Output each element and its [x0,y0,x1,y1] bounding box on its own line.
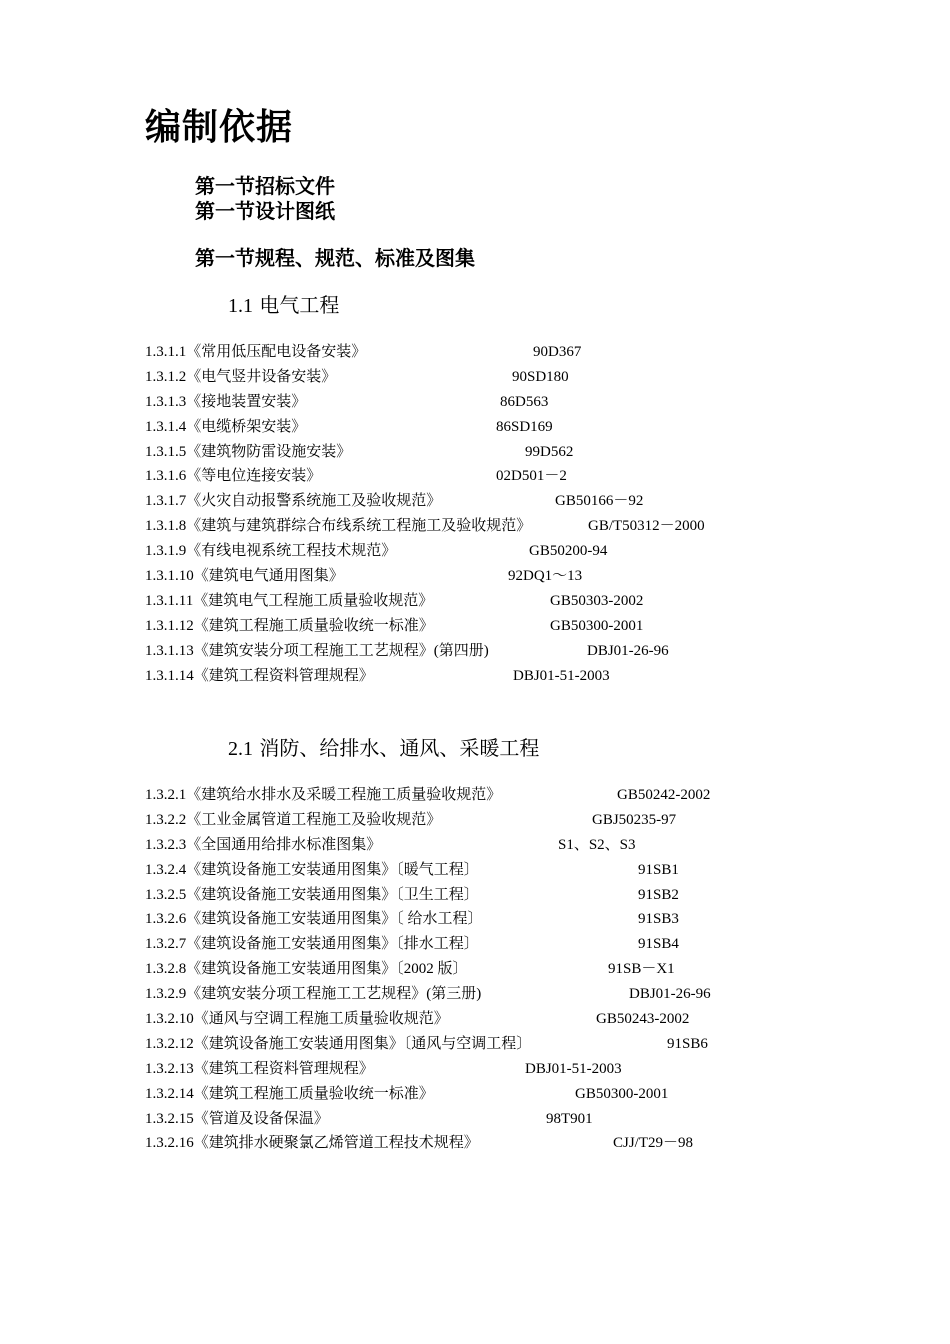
item-code: 91SB1 [638,861,679,878]
item-code: S1、S2、S3 [558,836,636,853]
item-code: GB/T50312－2000 [588,518,705,535]
list-item [145,1057,845,1082]
plumbing-heading-number: 2.1 [228,738,253,760]
item-code: 86SD169 [496,418,553,435]
item-code: 91SB2 [638,886,679,903]
list-item [145,808,845,833]
item-code: GB50300-2001 [575,1085,669,1102]
list-item [145,539,845,564]
list-item [145,907,845,932]
list-item [145,464,845,489]
electrical-heading [228,292,339,319]
item-label: 1.3.1.5《建筑物防雷设施安装》 [145,443,352,460]
electrical-standards-list [145,340,845,688]
list-item [145,664,845,689]
item-code: GB50200-94 [529,543,608,560]
list-item [145,440,845,465]
item-code: 91SB－X1 [608,961,675,978]
item-code: 98T901 [546,1110,593,1127]
item-label: 1.3.1.9《有线电视系统工程技术规范》 [145,543,397,560]
item-code: GB50300-2001 [550,617,644,634]
item-code: 91SB6 [667,1035,708,1052]
item-code: GB50166－92 [555,493,644,510]
section-heading-standards: 第一节规程、规范、标准及图集 [195,246,475,270]
list-item [145,1082,845,1107]
list-item [145,957,845,982]
item-label: 1.3.1.14《建筑工程资料管理规程》 [145,667,374,684]
list-item [145,390,845,415]
plumbing-heading-text: 消防、给排水、通风、采暖工程 [259,736,540,760]
item-label: 1.3.2.10《通风与空调工程施工质量验收规范》 [145,1011,449,1028]
item-label: 1.3.1.1《常用低压配电设备安装》 [145,344,367,360]
item-code: GB50303-2002 [550,592,644,609]
item-code: 86D563 [500,393,549,410]
item-label: 1.3.2.8《建筑设备施工安装通用图集》〔2002 版〕 [145,961,468,978]
item-code: 91SB4 [638,936,679,953]
item-label: 1.3.2.14《建筑工程施工质量验收统一标准》 [145,1085,434,1102]
item-label: 1.3.1.6《等电位连接安装》 [145,468,322,485]
item-code: GBJ50235-97 [592,811,677,828]
list-item [145,415,845,440]
item-code: GB50243-2002 [596,1011,690,1028]
item-code: DBJ01-51-2003 [513,667,610,684]
item-label: 1.3.1.12《建筑工程施工质量验收统一标准》 [145,617,434,634]
list-item [145,489,845,514]
list-item [145,589,845,614]
item-code: DBJ01-51-2003 [525,1060,622,1077]
item-code: 92DQ1～13 [508,568,583,585]
item-code: GB50242-2002 [617,787,711,803]
item-label: 1.3.2.4《建筑设备施工安装通用图集》〔暖气工程〕 [145,861,479,878]
list-item [145,932,845,957]
list-item [145,564,845,589]
item-label: 1.3.2.15《管道及设备保温》 [145,1110,329,1127]
item-code: 91SB3 [638,911,679,928]
item-label: 1.3.1.13《建筑安装分项工程施工工艺规程》(第四册) [145,642,489,659]
item-label: 1.3.1.11《建筑电气工程施工质量验收规范》 [145,592,434,609]
item-label: 1.3.2.6《建筑设备施工安装通用图集》〔 给水工程〕 [145,911,483,928]
list-item [145,1107,845,1132]
item-code: 99D562 [525,443,574,460]
list-item [145,833,845,858]
document-title: 编制依据 [145,107,294,148]
list-item [145,858,845,883]
list-item [145,1032,845,1057]
item-label: 1.3.2.5《建筑设备施工安装通用图集》〔卫生工程〕 [145,886,479,903]
plumbing-heading [228,735,539,762]
list-item [145,982,845,1007]
item-label: 1.3.2.9《建筑安装分项工程施工工艺规程》(第三册) [145,986,482,1003]
list-item [145,365,845,390]
section-heading-drawings: 第一节设计图纸 [195,199,335,223]
item-label: 1.3.1.2《电气竖井设备安装》 [145,368,337,385]
item-label: 1.3.2.3《全国通用给排水标准图集》 [145,836,382,853]
item-label: 1.3.1.10《建筑电气通用图集》 [145,568,344,585]
item-label: 1.3.2.2《工业金属管道工程施工及验收规范》 [145,811,442,828]
item-label: 1.3.1.7《火灾自动报警系统施工及验收规范》 [145,493,442,510]
item-code: 02D501－2 [496,468,567,485]
item-label: 1.3.2.16《建筑排水硬聚氯乙烯管道工程技术规程》 [145,1135,479,1152]
list-item [145,340,845,365]
item-label: 1.3.2.13《建筑工程资料管理规程》 [145,1060,374,1077]
list-item [145,639,845,664]
item-label: 1.3.2.7《建筑设备施工安装通用图集》〔排水工程〕 [145,936,479,953]
electrical-heading-text: 电气工程 [259,293,340,317]
item-label: 1.3.2.12《建筑设备施工安装通用图集》〔通风与空调工程〕 [145,1035,532,1052]
item-label: 1.3.1.4《电缆桥架安装》 [145,418,307,435]
list-item [145,883,845,908]
plumbing-standards-list [145,783,845,1156]
list-item [145,783,845,808]
item-label: 1.3.1.3《接地装置安装》 [145,393,307,410]
item-label: 1.3.2.1《建筑给水排水及采暖工程施工质量验收规范》 [145,787,502,803]
item-code: CJJ/T29－98 [613,1135,694,1152]
item-code: 90SD180 [512,368,569,385]
list-item [145,514,845,539]
electrical-heading-number: 1.1 [228,295,253,317]
item-code: DBJ01-26-96 [587,642,669,659]
list-item [145,614,845,639]
list-item [145,1131,845,1156]
list-item [145,1007,845,1032]
item-code: 90D367 [533,344,582,360]
item-label: 1.3.1.8《建筑与建筑群综合布线系统工程施工及验收规范》 [145,518,532,535]
item-code: DBJ01-26-96 [629,986,711,1003]
section-heading-tender: 第一节招标文件 [195,174,335,198]
